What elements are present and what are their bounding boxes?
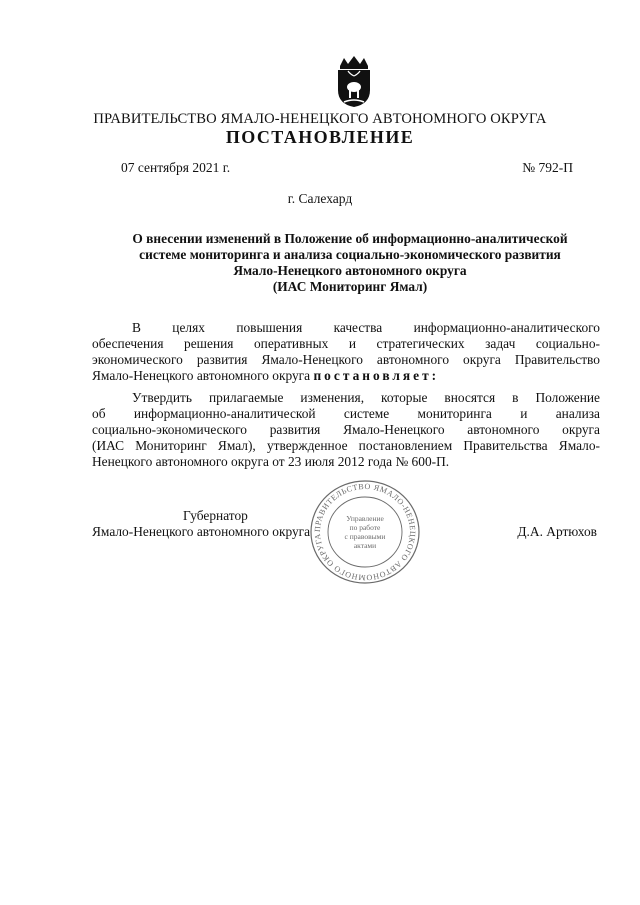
stamp-inner-line: с правовыми: [344, 532, 386, 541]
document-city: г. Салехард: [287, 191, 353, 206]
paragraph-line: [92, 368, 600, 384]
title-line: системе мониторинга и анализа социально-экономического развития: [139, 247, 561, 262]
paragraph-line: обеспечения решения оперативных и стратегических задач социально-: [92, 336, 600, 351]
signatory-position: [92, 508, 310, 540]
stamp-outer-text: ПРАВИТЕЛЬСТВО ЯМАЛО-НЕНЕЦКОГО АВТОНОМНОГО ОКРУГА: [312, 481, 418, 583]
resolution-paragraph: [92, 390, 600, 470]
stamp-inner-line: Управление: [346, 514, 384, 523]
position-region: Ямало-Ненецкого автономного округа: [92, 524, 311, 539]
preamble-paragraph: [92, 320, 600, 384]
paragraph-line: об информационно-аналитической системе мониторинга и анализа: [92, 406, 600, 421]
stamp-inner-line: актами: [353, 541, 377, 550]
stamp-inner-line: по работе: [349, 523, 381, 532]
paragraph-line: В целях повышения качества информационно-аналитического: [132, 320, 600, 335]
document-type: ПОСТАНОВЛЕНИЕ: [225, 127, 415, 147]
title-line: О внесении изменений в Положение об информационно-аналитической: [132, 231, 568, 246]
title-line: (ИАС Мониторинг Ямал): [272, 279, 428, 294]
paragraph-line: Утвердить прилагаемые изменения, которые вносятся в Положение: [132, 390, 600, 405]
government-name: ПРАВИТЕЛЬСТВО ЯМАЛО-НЕНЕЦКОГО АВТОНОМНОГО ОКРУГА: [93, 111, 547, 127]
paragraph-line: социально-экономического развития Ямало-Ненецкого автономного округа: [92, 422, 600, 437]
paragraph-line: (ИАС Мониторинг Ямал), утвержденное постановлением Правительства Ямало-: [92, 438, 600, 453]
signatory-name: Д.А. Артюхов: [517, 524, 597, 539]
paragraph-line: Ненецкого автономного округа от 23 июля 2012 года № 600-П.: [92, 454, 450, 469]
paragraph-line: экономического развития Ямало-Ненецкого автономного округа Правительство: [92, 352, 600, 367]
document-title: [90, 231, 610, 295]
position-title: Губернатор: [183, 508, 248, 523]
official-stamp: [309, 479, 421, 585]
resolution-keyword: постановляет:: [313, 368, 440, 383]
document-number: № 792-П: [522, 160, 573, 175]
paragraph-text: Ямало-Ненецкого автономного округа: [92, 368, 314, 383]
document-date: 07 сентября 2021 г.: [121, 160, 231, 175]
title-line: Ямало-Ненецкого автономного округа: [233, 263, 467, 278]
coat-of-arms-icon: [330, 54, 378, 108]
